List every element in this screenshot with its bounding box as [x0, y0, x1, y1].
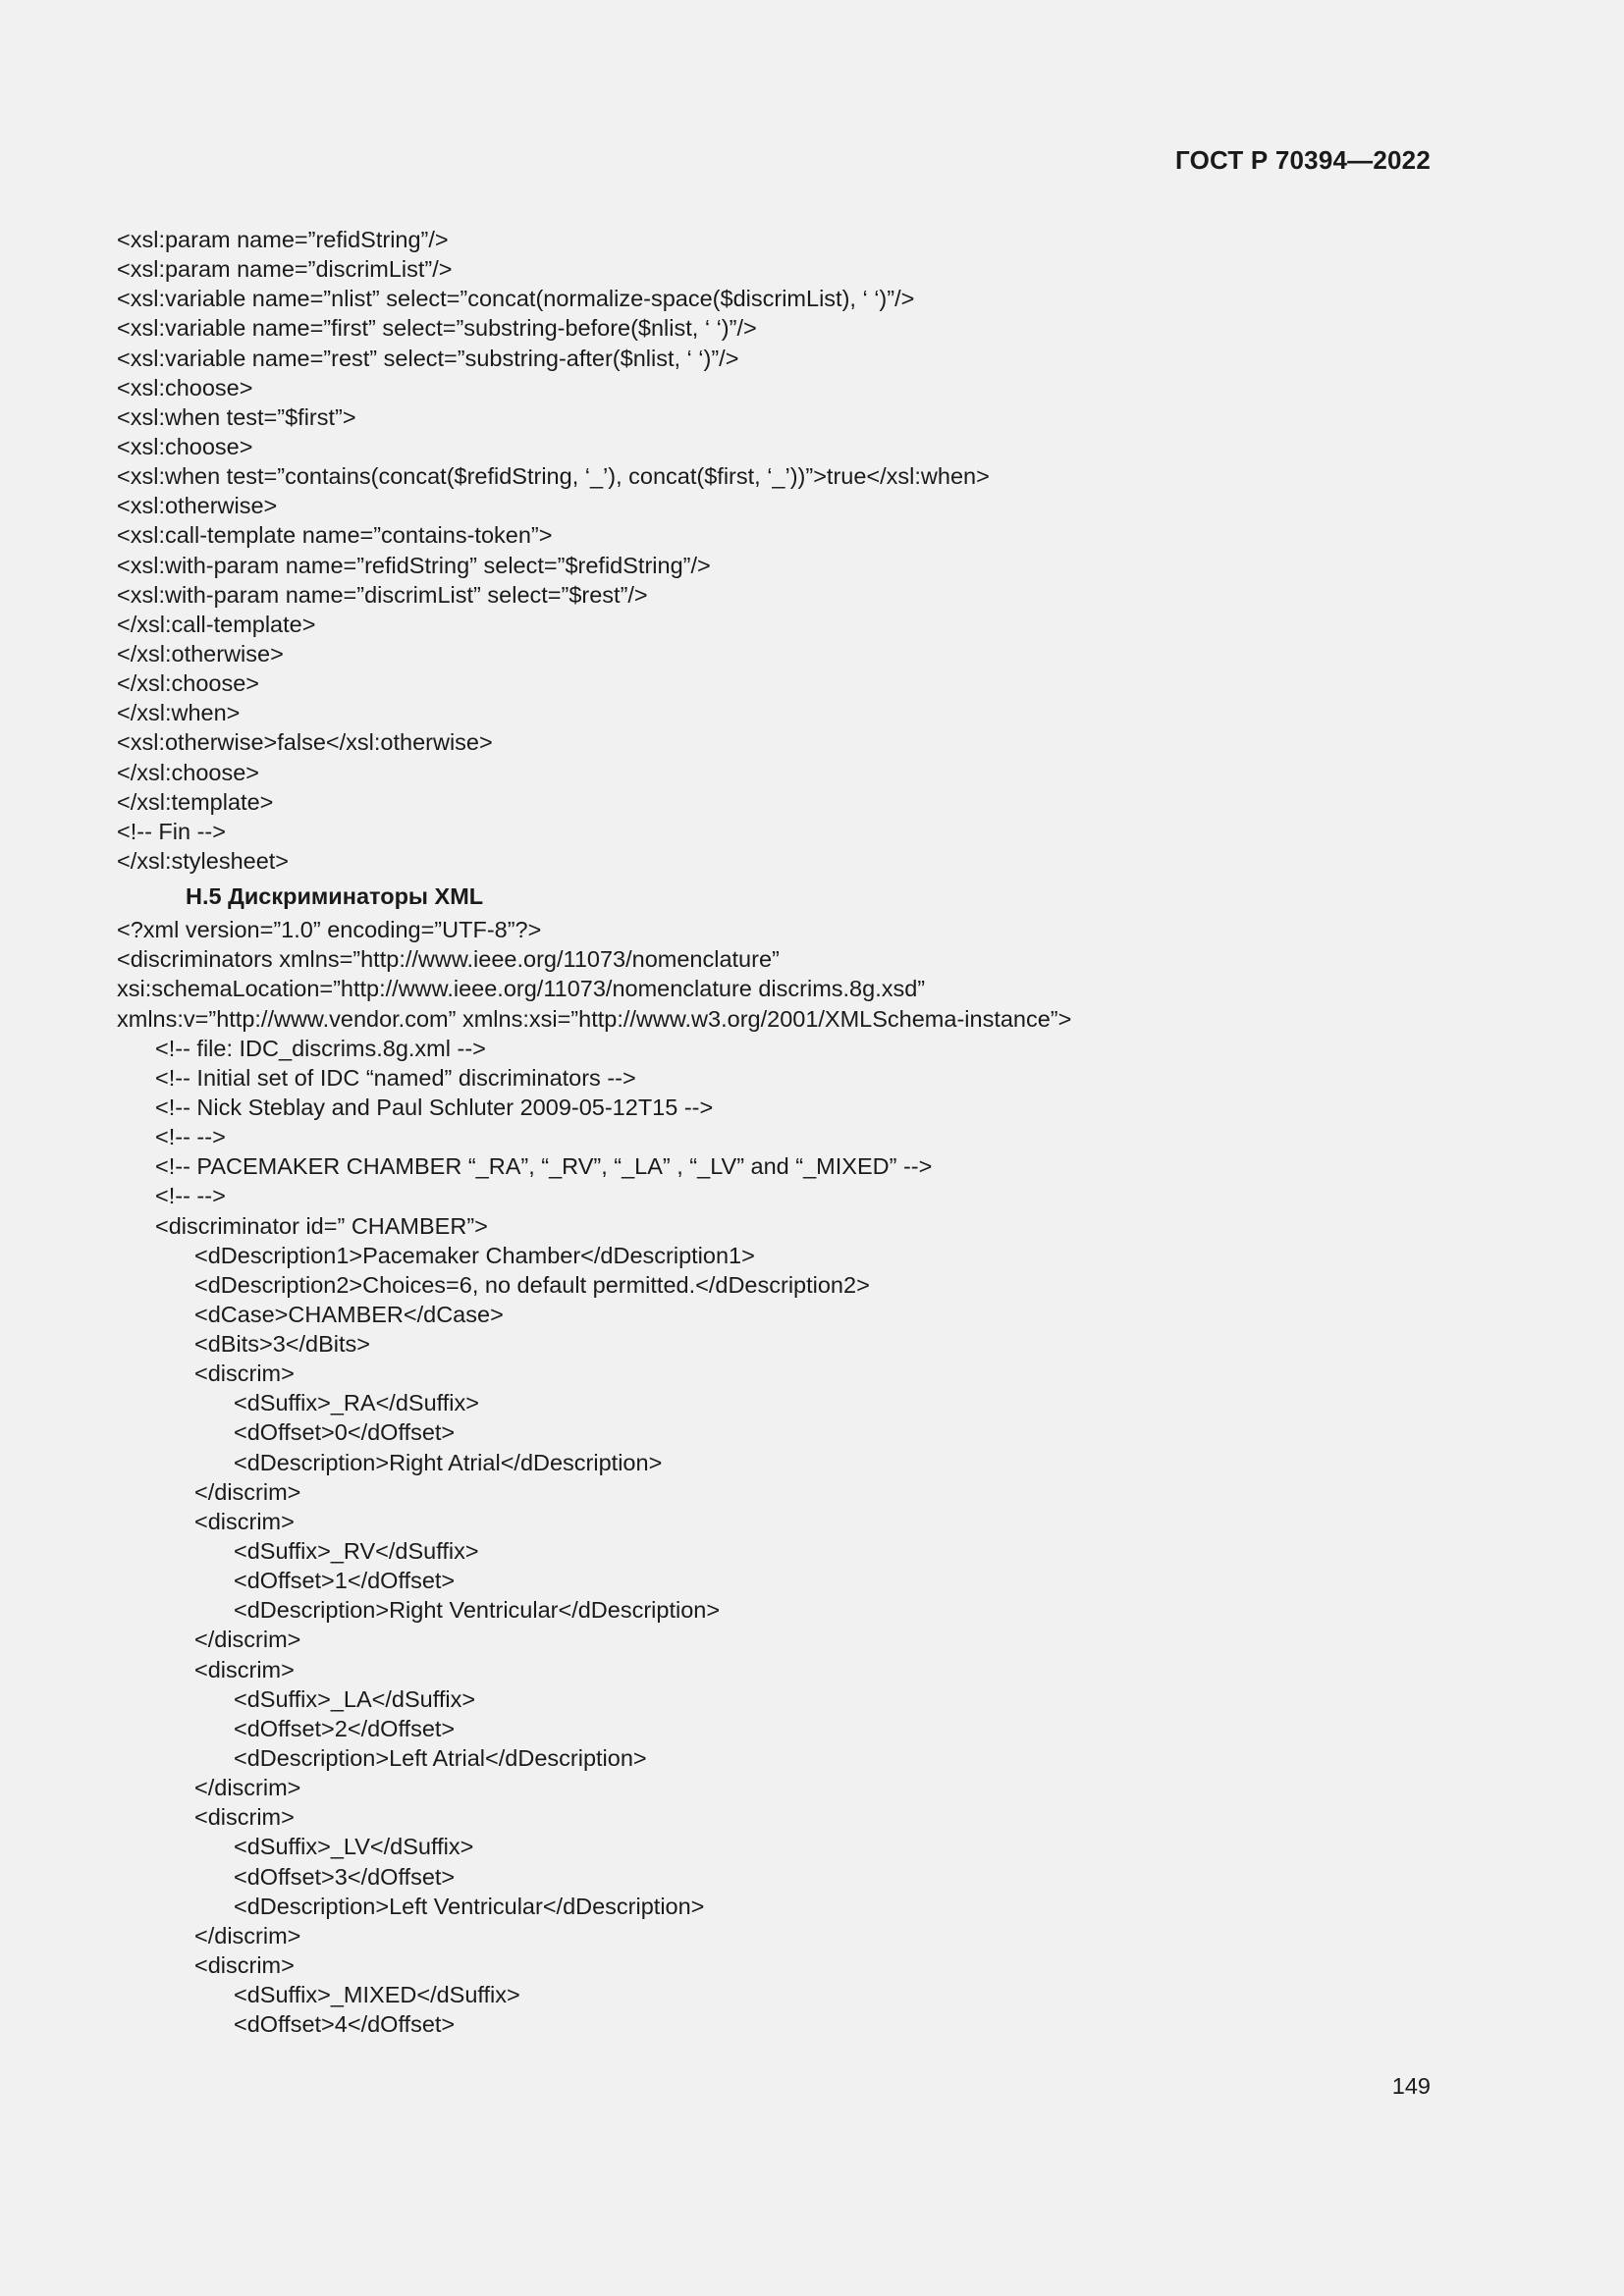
- code-line: <dDescription2>Choices=6, no default permitted.</dDescription2>: [194, 1271, 870, 1298]
- code-line: </discrim>: [194, 1478, 301, 1505]
- code-line: <dSuffix>_MIXED</dSuffix>: [234, 1982, 520, 2008]
- code-line: xmlns:v=”http://www.vendor.com” xmlns:xsi=”http://www.w3.org/2001/XMLSchema-instance”>: [117, 1005, 1072, 1032]
- code-line: <xsl:param name=”discrimList”/>: [117, 256, 453, 283]
- code-line: <xsl:choose>: [117, 374, 253, 400]
- code-line: <dOffset>2</dOffset>: [234, 1715, 456, 1741]
- code-line: <xsl:with-param name=”refidString” select=”$refidString”/>: [117, 552, 711, 578]
- code-line: <dSuffix>_LV</dSuffix>: [234, 1834, 474, 1860]
- code-line: <dDescription>Left Ventricular</dDescription>: [234, 1893, 705, 1919]
- code-line: <dOffset>3</dOffset>: [234, 1863, 456, 1890]
- code-line: <dBits>3</dBits>: [194, 1331, 370, 1358]
- code-line: </discrim>: [194, 1922, 301, 1949]
- code-line: <discrim>: [194, 1656, 295, 1682]
- code-line: <xsl:with-param name=”discrimList” select=”$rest”/>: [117, 581, 648, 608]
- code-line: <!-- -->: [155, 1124, 226, 1150]
- code-line: <?xml version=”1.0” encoding=”UTF-8”?>: [117, 917, 542, 943]
- code-listing: [117, 225, 1511, 2039]
- code-line: <discrim>: [194, 1508, 295, 1534]
- code-line: <dDescription1>Pacemaker Chamber</dDescription1>: [194, 1242, 755, 1268]
- code-line: </xsl:choose>: [117, 759, 260, 785]
- xml-code-block: [117, 915, 1511, 2039]
- code-line: <dOffset>0</dOffset>: [234, 1419, 456, 1446]
- code-line: <xsl:otherwise>false</xsl:otherwise>: [117, 729, 493, 756]
- code-line: </discrim>: [194, 1627, 301, 1653]
- code-line: <!-- PACEMAKER CHAMBER “_RA”, “_RV”, “_LA” , “_LV” and “_MIXED” -->: [155, 1153, 933, 1180]
- code-line: <dOffset>1</dOffset>: [234, 1568, 456, 1594]
- section-heading: Н.5 Дискриминаторы XML: [186, 883, 484, 910]
- code-line: <xsl:otherwise>: [117, 493, 278, 519]
- code-line: </xsl:otherwise>: [117, 640, 284, 667]
- code-line: xsi:schemaLocation=”http://www.ieee.org/11073/nomenclature discrims.8g.xsd”: [117, 976, 926, 1002]
- code-line: <!-- Fin -->: [117, 818, 226, 844]
- code-line: <xsl:variable name=”rest” select=”substring-after($nlist, ‘ ‘)”/>: [117, 345, 739, 371]
- code-line: <!-- Nick Steblay and Paul Schluter 2009-05-12T15 -->: [155, 1094, 714, 1120]
- code-line: <dDescription>Left Atrial</dDescription>: [234, 1745, 647, 1772]
- code-line: <discrim>: [194, 1804, 295, 1831]
- code-line: </xsl:call-template>: [117, 611, 316, 637]
- code-line: <xsl:call-template name=”contains-token”>: [117, 522, 553, 549]
- code-line: <discrim>: [194, 1952, 295, 1979]
- code-line: </xsl:stylesheet>: [117, 847, 290, 874]
- code-line: <dSuffix>_RV</dSuffix>: [234, 1538, 479, 1565]
- page-number: 149: [1391, 2073, 1431, 2099]
- standard-header: ГОСТ Р 70394—2022: [1175, 145, 1431, 175]
- xsl-code-block: [117, 225, 1511, 876]
- code-line: <xsl:choose>: [117, 433, 253, 459]
- code-line: <discrim>: [194, 1361, 295, 1387]
- code-line: <xsl:when test=”contains(concat($refidString, ‘_’), concat($first, ‘_’))”>true</xsl:when>: [117, 463, 990, 490]
- code-line: <dSuffix>_LA</dSuffix>: [234, 1685, 476, 1712]
- code-line: </xsl:when>: [117, 700, 241, 726]
- code-line: <discriminator id=” CHAMBER”>: [155, 1212, 488, 1239]
- code-line: <!-- -->: [155, 1183, 226, 1209]
- code-line: </xsl:template>: [117, 788, 274, 815]
- code-line: <!-- file: IDC_discrims.8g.xml -->: [155, 1035, 486, 1061]
- code-line: </xsl:choose>: [117, 670, 260, 697]
- code-line: <dCase>CHAMBER</dCase>: [194, 1301, 504, 1327]
- code-line: <xsl:param name=”refidString”/>: [117, 227, 449, 252]
- code-line: <dDescription>Right Ventricular</dDescription>: [234, 1597, 721, 1624]
- code-line: <xsl:variable name=”nlist” select=”concat(normalize-space($discrimList), ‘ ‘)”/>: [117, 286, 915, 312]
- code-line: <xsl:variable name=”first” select=”substring-before($nlist, ‘ ‘)”/>: [117, 315, 757, 342]
- code-line: <dSuffix>_RA</dSuffix>: [234, 1390, 479, 1416]
- code-line: <dDescription>Right Atrial</dDescription>: [234, 1449, 663, 1475]
- code-line: </discrim>: [194, 1775, 301, 1801]
- code-line: <discriminators xmlns=”http://www.ieee.org/11073/nomenclature”: [117, 946, 780, 973]
- code-line: <!-- Initial set of IDC “named” discriminators -->: [155, 1064, 636, 1091]
- code-line: <xsl:when test=”$first”>: [117, 403, 356, 430]
- code-line: <dOffset>4</dOffset>: [234, 2011, 456, 2038]
